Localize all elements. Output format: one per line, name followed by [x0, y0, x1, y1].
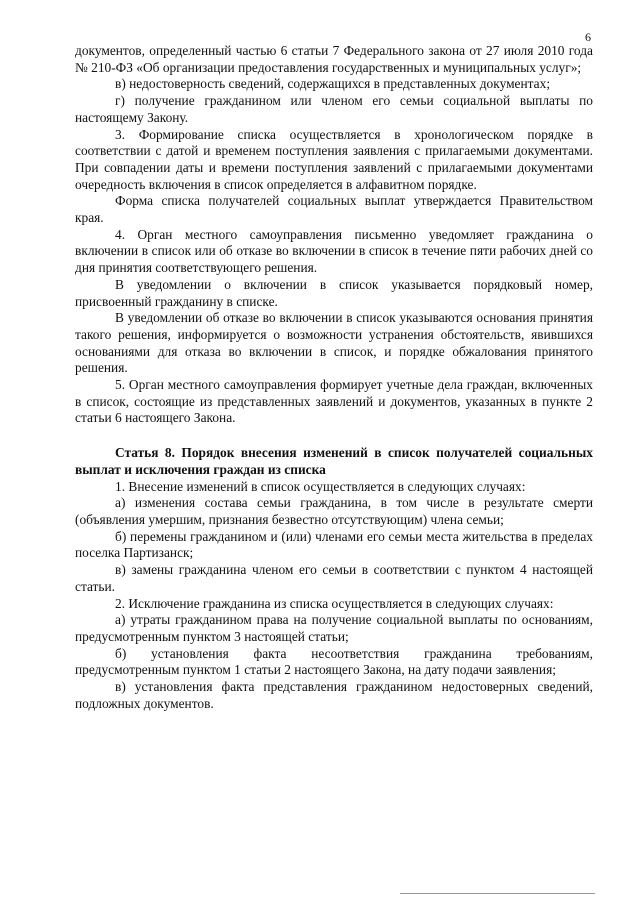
- paragraph-point-5: 5. Орган местного самоуправления формирует учетные дела граждан, включенных в список, состоящие из представленных заявлений и документов, указанных в пункте 2 статьи 6 настоящего Закона.: [75, 377, 593, 426]
- paragraph-refusal-notice: В уведомлении об отказе во включении в список указываются основания принятия такого решения, информируется о возможности устранения обстоятельств, явившихся основаниями для отказа во включении в список, и порядке обжалования принятого решения.: [75, 310, 593, 376]
- paragraph-point-4: 4. Орган местного самоуправления письменно уведомляет гражданина о включении в список или об отказе во включении в список в течение пяти рабочих дней со дня принятия соответствующего решения.: [75, 226, 593, 276]
- paragraph-art8-item-b: б) перемены гражданином и (или) членами его семьи места жительства в пределах поселка Партизанск;: [75, 528, 593, 561]
- paragraph-art8-item-a: а) изменения состава семьи гражданина, в том числе в результате смерти (объявления умершим, признания безвестно отсутствующим) члена семьи;: [75, 495, 593, 527]
- paragraph-point-3: 3. Формирование списка осуществляется в хронологическом порядке в соответствии с датой и временем поступления заявления с прилагаемыми документами. При совпадении даты и времени поступления заявлений с прилагаемыми документами очередность включения в список определяется в алфавитном порядке.: [75, 126, 593, 192]
- paragraph-list-form: Форма списка получателей социальных выплат утверждается Правительством края.: [75, 193, 593, 226]
- paragraph-continuation: документов, определенный частью 6 статьи 7 Федерального закона от 27 июля 2010 года № 210-ФЗ «Об организации предоставления государственных и муниципальных услуг»;: [75, 43, 593, 75]
- paragraph-art8-point-1: 1. Внесение изменений в список осуществляется в следующих случаях:: [115, 478, 526, 494]
- paragraph-art8-point-2: 2. Исключение гражданина из списка осуществляется в следующих случаях:: [115, 595, 554, 611]
- footer-divider: [400, 893, 595, 894]
- paragraph-art8-p2-item-b: б) установления факта несоответствия гражданина требованиям, предусмотренным пунктом 1 статьи 2 настоящего Закона, на дату подачи заявления;: [75, 645, 593, 678]
- article-heading: Статья 8. Порядок внесения изменений в список получателей социальных выплат и исключения граждан из списка: [75, 445, 593, 477]
- page-number: 6: [585, 30, 591, 44]
- paragraph-inclusion-notice: В уведомлении о включении в список указывается порядковый номер, присвоенный гражданину в списке.: [75, 276, 593, 309]
- paragraph-item-g: г) получение гражданином или членом его семьи социальной выплаты по настоящему Закону.: [75, 93, 593, 125]
- paragraph-item-v: в) недостоверность сведений, содержащихся в представленных документах;: [115, 76, 551, 92]
- paragraph-art8-p2-item-v: в) установления факта представления гражданином недостоверных сведений, подложных документов.: [75, 679, 593, 711]
- paragraph-art8-p2-item-a: а) утраты гражданином права на получение социальной выплаты по основаниям, предусмотренным пунктом 3 настоящей статьи;: [75, 612, 593, 644]
- paragraph-art8-item-v: в) замены гражданина членом его семьи в соответствии с пунктом 4 настоящей статьи.: [75, 562, 593, 594]
- document-body: [75, 43, 593, 712]
